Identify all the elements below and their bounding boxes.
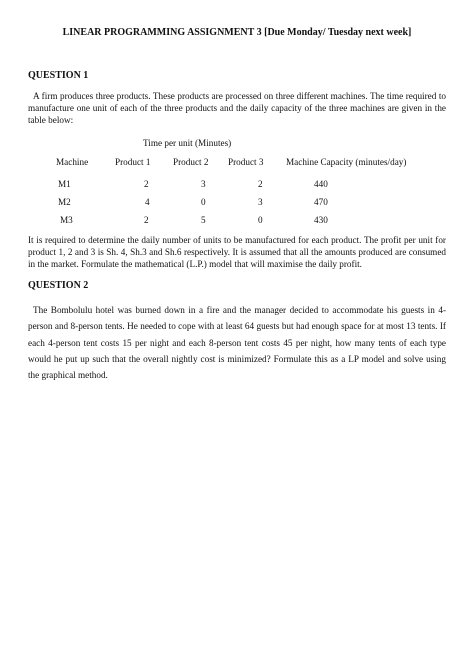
- table-cell-value: 0: [258, 215, 263, 225]
- table-header-product-3: Product 3: [228, 157, 264, 167]
- table-cell-machine: M2: [58, 197, 71, 207]
- table-header-machine: Machine: [56, 157, 89, 167]
- table-cell-value: 2: [144, 179, 149, 189]
- table-cell-value: 4: [145, 197, 150, 207]
- question-2-heading: QUESTION 2: [28, 280, 89, 291]
- table-cell-value: 0: [201, 197, 206, 207]
- table-header-product-2: Product 2: [173, 157, 209, 167]
- table-cell-machine: M1: [58, 179, 71, 189]
- question-1-heading: QUESTION 1: [28, 70, 89, 81]
- document-title: LINEAR PROGRAMMING ASSIGNMENT 3 [Due Monday/ Tuesday next week]: [62, 27, 412, 38]
- table-cell-value: 3: [258, 197, 263, 207]
- question-1-outro: It is required to determine the daily number of units to be manufactured for each product. The profit per unit for product 1, 2 and 3 is Sh. 4, Sh.3 and Sh.6 respectively. It is assumed that all the amounts produced are consumed in the market. Formulate the mathematical (L.P.) model that will maximise the daily profit.: [28, 235, 446, 270]
- table-cell-value: 5: [201, 215, 206, 225]
- table-caption: Time per unit (Minutes): [143, 138, 232, 148]
- table-cell-value: 430: [314, 215, 328, 225]
- table-cell-value: 2: [258, 179, 263, 189]
- table-header-capacity: Machine Capacity (minutes/day): [286, 157, 407, 167]
- table-cell-machine: M3: [60, 215, 73, 225]
- table-cell-value: 440: [314, 179, 328, 189]
- question-2-body: The Bombolulu hotel was burned down in a fire and the manager decided to accommodate his guests in 4-person and 8-person tents. He needed to cope with at least 64 guests but had enough space for at most 13 tents. If each 4-person tent costs 15 per night and each 8-person tent costs 45 per night, how many tents of each type would he put up such that the overall nightly cost is minimized? Formulate this as a LP model and solve using the graphical method.: [28, 305, 446, 381]
- table-cell-value: 3: [201, 179, 206, 189]
- question-1-intro: A firm produces three products. These products are processed on three different machines. The time required to manufacture one unit of each of the three products and the daily capacity of the three machines are given in the table below:: [28, 91, 446, 126]
- table-cell-value: 2: [144, 215, 149, 225]
- table-cell-value: 470: [314, 197, 328, 207]
- table-header-product-1: Product 1: [115, 157, 151, 167]
